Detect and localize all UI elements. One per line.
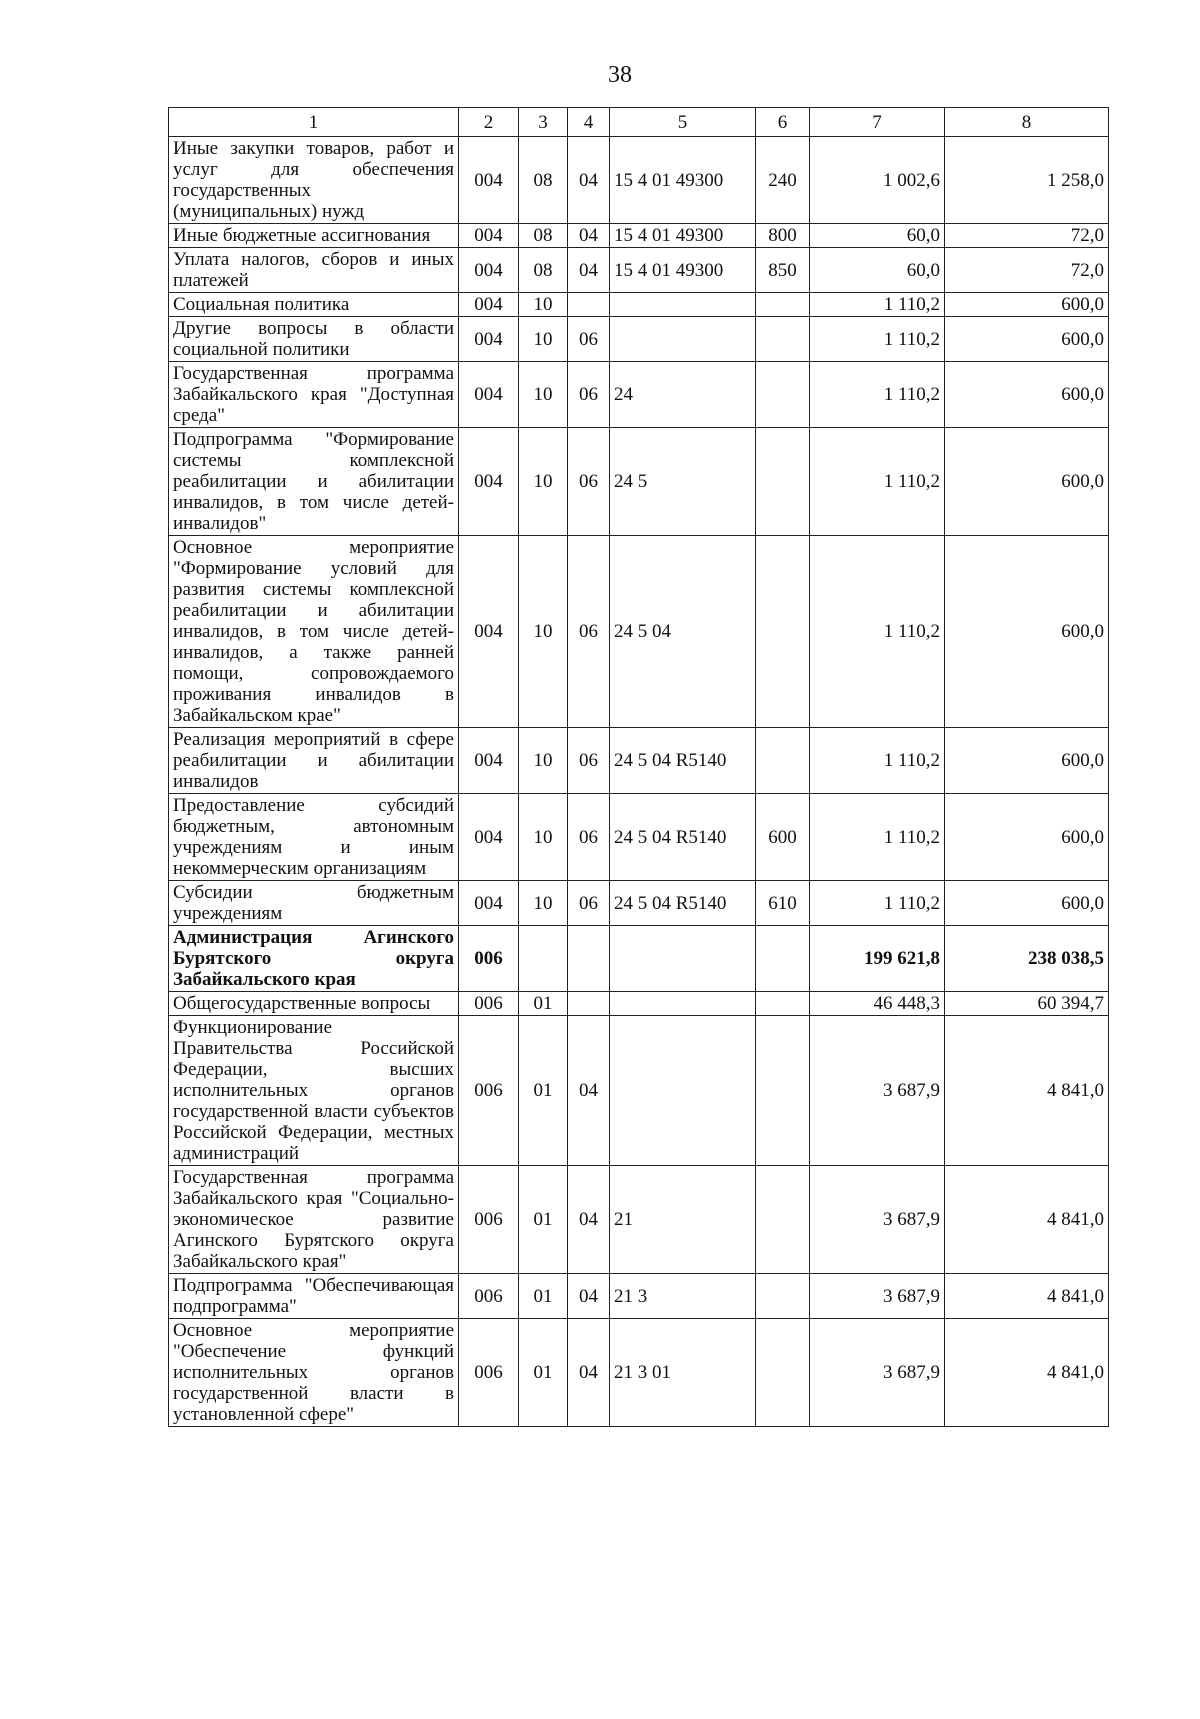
- target-article-cell: 21 3 01: [610, 1319, 756, 1427]
- code-cell: 004: [459, 224, 519, 248]
- target-article-cell: [610, 926, 756, 992]
- row-name-cell: Основное мероприятие "Обеспечение функций исполнительных органов государственной власти в установленной сфере": [169, 1319, 459, 1427]
- table-row: [169, 1319, 1109, 1427]
- subsection-cell: 06: [568, 881, 610, 926]
- amount-col8-cell: 4 841,0: [945, 1166, 1109, 1274]
- amount-col7-cell: 3 687,9: [810, 1166, 945, 1274]
- subsection-cell: 04: [568, 1166, 610, 1274]
- expense-type-cell: [756, 728, 810, 794]
- table-row: [169, 1274, 1109, 1319]
- expense-type-cell: 800: [756, 224, 810, 248]
- code-cell: 006: [459, 926, 519, 992]
- table-header-row: [169, 108, 1109, 137]
- expense-type-cell: [756, 1016, 810, 1166]
- amount-col7-cell: 46 448,3: [810, 992, 945, 1016]
- amount-col7-cell: 1 110,2: [810, 794, 945, 881]
- amount-col7-cell: 60,0: [810, 224, 945, 248]
- expense-type-cell: [756, 1319, 810, 1427]
- table-row: [169, 1166, 1109, 1274]
- section-cell: 10: [519, 536, 568, 728]
- amount-col7-cell: 199 621,8: [810, 926, 945, 992]
- row-name-cell: Уплата налогов, сборов и иных платежей: [169, 248, 459, 293]
- row-name-cell: Функционирование Правительства Российской Федерации, высших исполнительных органов государственной власти субъектов Российской Федерации, местных администраций: [169, 1016, 459, 1166]
- code-cell: 006: [459, 1319, 519, 1427]
- header-cell: 4: [568, 108, 610, 137]
- row-name-cell: Администрация Агинского Бурятского округа Забайкальского края: [169, 926, 459, 992]
- target-article-cell: 24: [610, 362, 756, 428]
- amount-col8-cell: 600,0: [945, 293, 1109, 317]
- target-article-cell: 15 4 01 49300: [610, 248, 756, 293]
- amount-col7-cell: 1 110,2: [810, 881, 945, 926]
- expense-type-cell: [756, 428, 810, 536]
- section-cell: 01: [519, 1016, 568, 1166]
- row-name-cell: Субсидии бюджетным учреждениям: [169, 881, 459, 926]
- target-article-cell: 21 3: [610, 1274, 756, 1319]
- code-cell: 004: [459, 362, 519, 428]
- code-cell: 006: [459, 1016, 519, 1166]
- table-row: [169, 536, 1109, 728]
- code-cell: 004: [459, 728, 519, 794]
- section-cell: 01: [519, 992, 568, 1016]
- target-article-cell: [610, 293, 756, 317]
- subsection-cell: 06: [568, 794, 610, 881]
- target-article-cell: [610, 1016, 756, 1166]
- code-cell: 006: [459, 1166, 519, 1274]
- code-cell: 006: [459, 992, 519, 1016]
- amount-col8-cell: 600,0: [945, 428, 1109, 536]
- row-name-cell: Подпрограмма "Формирование системы комплексной реабилитации и абилитации инвалидов, в том числе детей-инвалидов": [169, 428, 459, 536]
- subsection-cell: 06: [568, 362, 610, 428]
- amount-col8-cell: 4 841,0: [945, 1016, 1109, 1166]
- row-name-cell: Реализация мероприятий в сфере реабилитации и абилитации инвалидов: [169, 728, 459, 794]
- section-cell: 01: [519, 1319, 568, 1427]
- budget-table: [168, 107, 1109, 1427]
- row-name-cell: Предоставление субсидий бюджетным, автономным учреждениям и иным некоммерческим организациям: [169, 794, 459, 881]
- expense-type-cell: [756, 1166, 810, 1274]
- amount-col7-cell: 1 110,2: [810, 317, 945, 362]
- section-cell: 10: [519, 362, 568, 428]
- amount-col8-cell: 238 038,5: [945, 926, 1109, 992]
- table-row: [169, 248, 1109, 293]
- section-cell: 08: [519, 137, 568, 224]
- amount-col7-cell: 1 110,2: [810, 428, 945, 536]
- row-name-cell: Подпрограмма "Обеспечивающая подпрограмма": [169, 1274, 459, 1319]
- row-name-cell: Основное мероприятие "Формирование условий для развития системы комплексной реабилитации и абилитации инвалидов, в том числе детей-инвалидов, а также ранней помощи, сопровождаемого проживания инвалидов в Забайкальском крае": [169, 536, 459, 728]
- amount-col7-cell: 1 110,2: [810, 293, 945, 317]
- table-row: [169, 428, 1109, 536]
- amount-col8-cell: 4 841,0: [945, 1319, 1109, 1427]
- table-row: [169, 728, 1109, 794]
- expense-type-cell: [756, 293, 810, 317]
- expense-type-cell: 240: [756, 137, 810, 224]
- section-cell: 01: [519, 1274, 568, 1319]
- code-cell: 006: [459, 1274, 519, 1319]
- table-row: [169, 1016, 1109, 1166]
- section-cell: 10: [519, 728, 568, 794]
- expense-type-cell: [756, 926, 810, 992]
- table-row: [169, 224, 1109, 248]
- target-article-cell: 24 5: [610, 428, 756, 536]
- header-cell: 5: [610, 108, 756, 137]
- target-article-cell: 24 5 04 R5140: [610, 881, 756, 926]
- target-article-cell: 24 5 04 R5140: [610, 728, 756, 794]
- target-article-cell: 15 4 01 49300: [610, 137, 756, 224]
- expense-type-cell: [756, 1274, 810, 1319]
- code-cell: 004: [459, 428, 519, 536]
- header-cell: 6: [756, 108, 810, 137]
- amount-col7-cell: 3 687,9: [810, 1319, 945, 1427]
- row-name-cell: Иные закупки товаров, работ и услуг для обеспечения государственных (муниципальных) нужд: [169, 137, 459, 224]
- table-row: [169, 794, 1109, 881]
- amount-col8-cell: 600,0: [945, 317, 1109, 362]
- section-cell: 10: [519, 428, 568, 536]
- code-cell: 004: [459, 248, 519, 293]
- row-name-cell: Государственная программа Забайкальского края "Социально-экономическое развитие Агинского Бурятского округа Забайкальского края": [169, 1166, 459, 1274]
- expense-type-cell: [756, 536, 810, 728]
- code-cell: 004: [459, 317, 519, 362]
- header-cell: 1: [169, 108, 459, 137]
- table-row: [169, 362, 1109, 428]
- table-row: [169, 137, 1109, 224]
- amount-col7-cell: 1 002,6: [810, 137, 945, 224]
- subsection-cell: 06: [568, 428, 610, 536]
- expense-type-cell: 610: [756, 881, 810, 926]
- subsection-cell: 04: [568, 1319, 610, 1427]
- target-article-cell: 24 5 04 R5140: [610, 794, 756, 881]
- amount-col7-cell: 1 110,2: [810, 728, 945, 794]
- section-cell: [519, 926, 568, 992]
- target-article-cell: [610, 317, 756, 362]
- table-row: [169, 293, 1109, 317]
- amount-col8-cell: 600,0: [945, 794, 1109, 881]
- subsection-cell: 06: [568, 728, 610, 794]
- subsection-cell: 04: [568, 1274, 610, 1319]
- section-cell: 08: [519, 224, 568, 248]
- amount-col8-cell: 600,0: [945, 881, 1109, 926]
- amount-col7-cell: 1 110,2: [810, 536, 945, 728]
- code-cell: 004: [459, 536, 519, 728]
- subsection-cell: [568, 293, 610, 317]
- header-cell: 2: [459, 108, 519, 137]
- amount-col8-cell: 600,0: [945, 536, 1109, 728]
- subsection-cell: 04: [568, 137, 610, 224]
- row-name-cell: Государственная программа Забайкальского края "Доступная среда": [169, 362, 459, 428]
- section-cell: 10: [519, 881, 568, 926]
- expense-type-cell: 850: [756, 248, 810, 293]
- amount-col7-cell: 3 687,9: [810, 1274, 945, 1319]
- expense-type-cell: 600: [756, 794, 810, 881]
- subsection-cell: 04: [568, 248, 610, 293]
- code-cell: 004: [459, 293, 519, 317]
- subsection-cell: 06: [568, 317, 610, 362]
- subsection-cell: 06: [568, 536, 610, 728]
- subsection-cell: [568, 992, 610, 1016]
- page-number: 38: [608, 62, 632, 88]
- target-article-cell: 21: [610, 1166, 756, 1274]
- amount-col8-cell: 60 394,7: [945, 992, 1109, 1016]
- subsection-cell: 04: [568, 1016, 610, 1166]
- code-cell: 004: [459, 794, 519, 881]
- row-name-cell: Социальная политика: [169, 293, 459, 317]
- target-article-cell: [610, 992, 756, 1016]
- row-name-cell: Общегосударственные вопросы: [169, 992, 459, 1016]
- section-cell: 10: [519, 293, 568, 317]
- section-cell: 01: [519, 1166, 568, 1274]
- target-article-cell: 15 4 01 49300: [610, 224, 756, 248]
- amount-col8-cell: 4 841,0: [945, 1274, 1109, 1319]
- section-cell: 08: [519, 248, 568, 293]
- header-cell: 7: [810, 108, 945, 137]
- amount-col7-cell: 1 110,2: [810, 362, 945, 428]
- header-cell: 8: [945, 108, 1109, 137]
- table-row: [169, 992, 1109, 1016]
- table-row: [169, 926, 1109, 992]
- table-row: [169, 317, 1109, 362]
- target-article-cell: 24 5 04: [610, 536, 756, 728]
- subsection-cell: 04: [568, 224, 610, 248]
- expense-type-cell: [756, 362, 810, 428]
- amount-col8-cell: 72,0: [945, 248, 1109, 293]
- header-cell: 3: [519, 108, 568, 137]
- row-name-cell: Иные бюджетные ассигнования: [169, 224, 459, 248]
- subsection-cell: [568, 926, 610, 992]
- row-name-cell: Другие вопросы в области социальной политики: [169, 317, 459, 362]
- amount-col7-cell: 3 687,9: [810, 1016, 945, 1166]
- expense-type-cell: [756, 992, 810, 1016]
- table-row: [169, 881, 1109, 926]
- expense-type-cell: [756, 317, 810, 362]
- section-cell: 10: [519, 794, 568, 881]
- amount-col7-cell: 60,0: [810, 248, 945, 293]
- section-cell: 10: [519, 317, 568, 362]
- amount-col8-cell: 600,0: [945, 728, 1109, 794]
- amount-col8-cell: 72,0: [945, 224, 1109, 248]
- amount-col8-cell: 600,0: [945, 362, 1109, 428]
- amount-col8-cell: 1 258,0: [945, 137, 1109, 224]
- table-body: [169, 137, 1109, 1427]
- code-cell: 004: [459, 137, 519, 224]
- code-cell: 004: [459, 881, 519, 926]
